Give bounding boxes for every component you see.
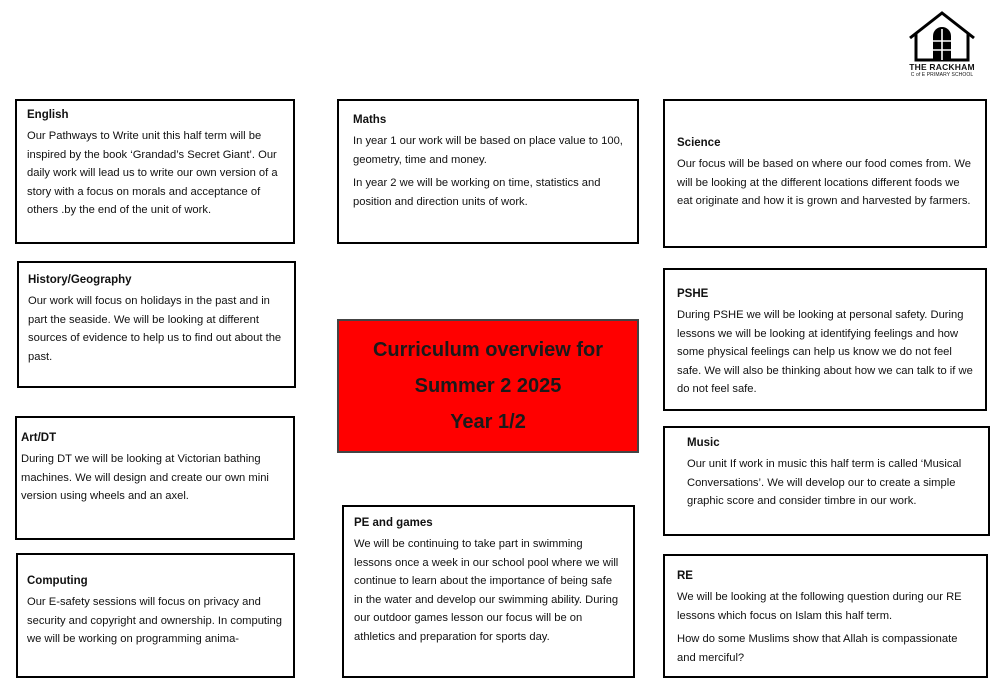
maths-title: Maths bbox=[353, 114, 387, 126]
school-logo bbox=[902, 10, 982, 82]
school-subtitle: C of E PRIMARY SCHOOL bbox=[910, 72, 974, 78]
pshe-text: During PSHE we will be looking at personal safety. During lessons we will be looking at identifying feelings and how some physical feelings can help us know we do not feel safe. We will also be thinking about how we can talk to if we do not feel safe. bbox=[677, 309, 973, 395]
history-geography-panel bbox=[17, 261, 296, 388]
pe-games-panel bbox=[342, 505, 635, 678]
english-text: Our Pathways to Write unit this half term will be inspired by the book ‘Grandad’s Secret Giant’. Our daily work will lead us to write our own version of a story with a focus on morals and acceptance of others .by the end of the unit of work. bbox=[27, 130, 278, 216]
history-geography-text: Our work will focus on holidays in the past and in part the seaside. We will be looking at different sources of evidence to help us to find out about the past. bbox=[28, 295, 282, 363]
pshe-panel bbox=[663, 268, 987, 411]
re-title: RE bbox=[677, 570, 693, 582]
title-line-2: Summer 2 2025 bbox=[414, 375, 562, 397]
music-panel bbox=[663, 426, 990, 536]
pshe-title: PSHE bbox=[677, 288, 709, 300]
art-dt-text: During DT we will be looking at Victorian bathing machines. We will design and create our own mini version using wheels and an axel. bbox=[21, 453, 269, 502]
title-line-3: Year 1/2 bbox=[450, 411, 526, 433]
curriculum-title-panel bbox=[337, 319, 639, 453]
maths-text-year1: In year 1 our work will be based on place value to 100, geometry, time and money. bbox=[353, 135, 623, 166]
re-text-question: How do some Muslims show that Allah is compassionate and merciful? bbox=[677, 633, 958, 664]
science-panel bbox=[663, 99, 987, 248]
pe-games-title: PE and games bbox=[354, 517, 433, 529]
pe-games-text: We will be continuing to take part in swimming lessons once a week in our school pool where we will continue to learn about the importance of being safe in the water and develop our swimming ability. During our outdoor games lesson our focus will be on athletics and preparation for sports day. bbox=[354, 538, 619, 643]
maths-text-year2: In year 2 we will be working on time, statistics and position and direction units of work. bbox=[353, 177, 601, 208]
history-geography-title: History/Geography bbox=[28, 274, 132, 286]
re-panel bbox=[663, 554, 988, 678]
music-title: Music bbox=[687, 437, 720, 449]
computing-title: Computing bbox=[27, 575, 88, 587]
art-dt-panel bbox=[15, 416, 295, 540]
art-dt-title: Art/DT bbox=[21, 432, 57, 444]
english-panel bbox=[15, 99, 295, 244]
music-text: Our unit If work in music this half term is called ‘Musical Conversations’. We will develop our to create a simple graphic score and consider timbre in our work. bbox=[687, 458, 962, 507]
computing-panel bbox=[16, 553, 295, 678]
maths-panel bbox=[337, 99, 639, 244]
science-title: Science bbox=[677, 137, 721, 149]
school-name: THE RACKHAM bbox=[909, 62, 975, 72]
science-text: Our focus will be based on where our food comes from. We will be looking at the different locations different foods we eat originate and how it is grown and harvested by farmers. bbox=[677, 158, 971, 207]
school-building-icon bbox=[906, 10, 978, 62]
re-text-intro: We will be looking at the following question during our RE lessons which focus on Islam this half term. bbox=[677, 591, 962, 622]
english-title: English bbox=[27, 109, 69, 121]
title-line-1: Curriculum overview for bbox=[372, 339, 604, 361]
computing-text: Our E-safety sessions will focus on privacy and security and copyright and ownership. In computing we will be working on programming anima- bbox=[27, 596, 282, 645]
